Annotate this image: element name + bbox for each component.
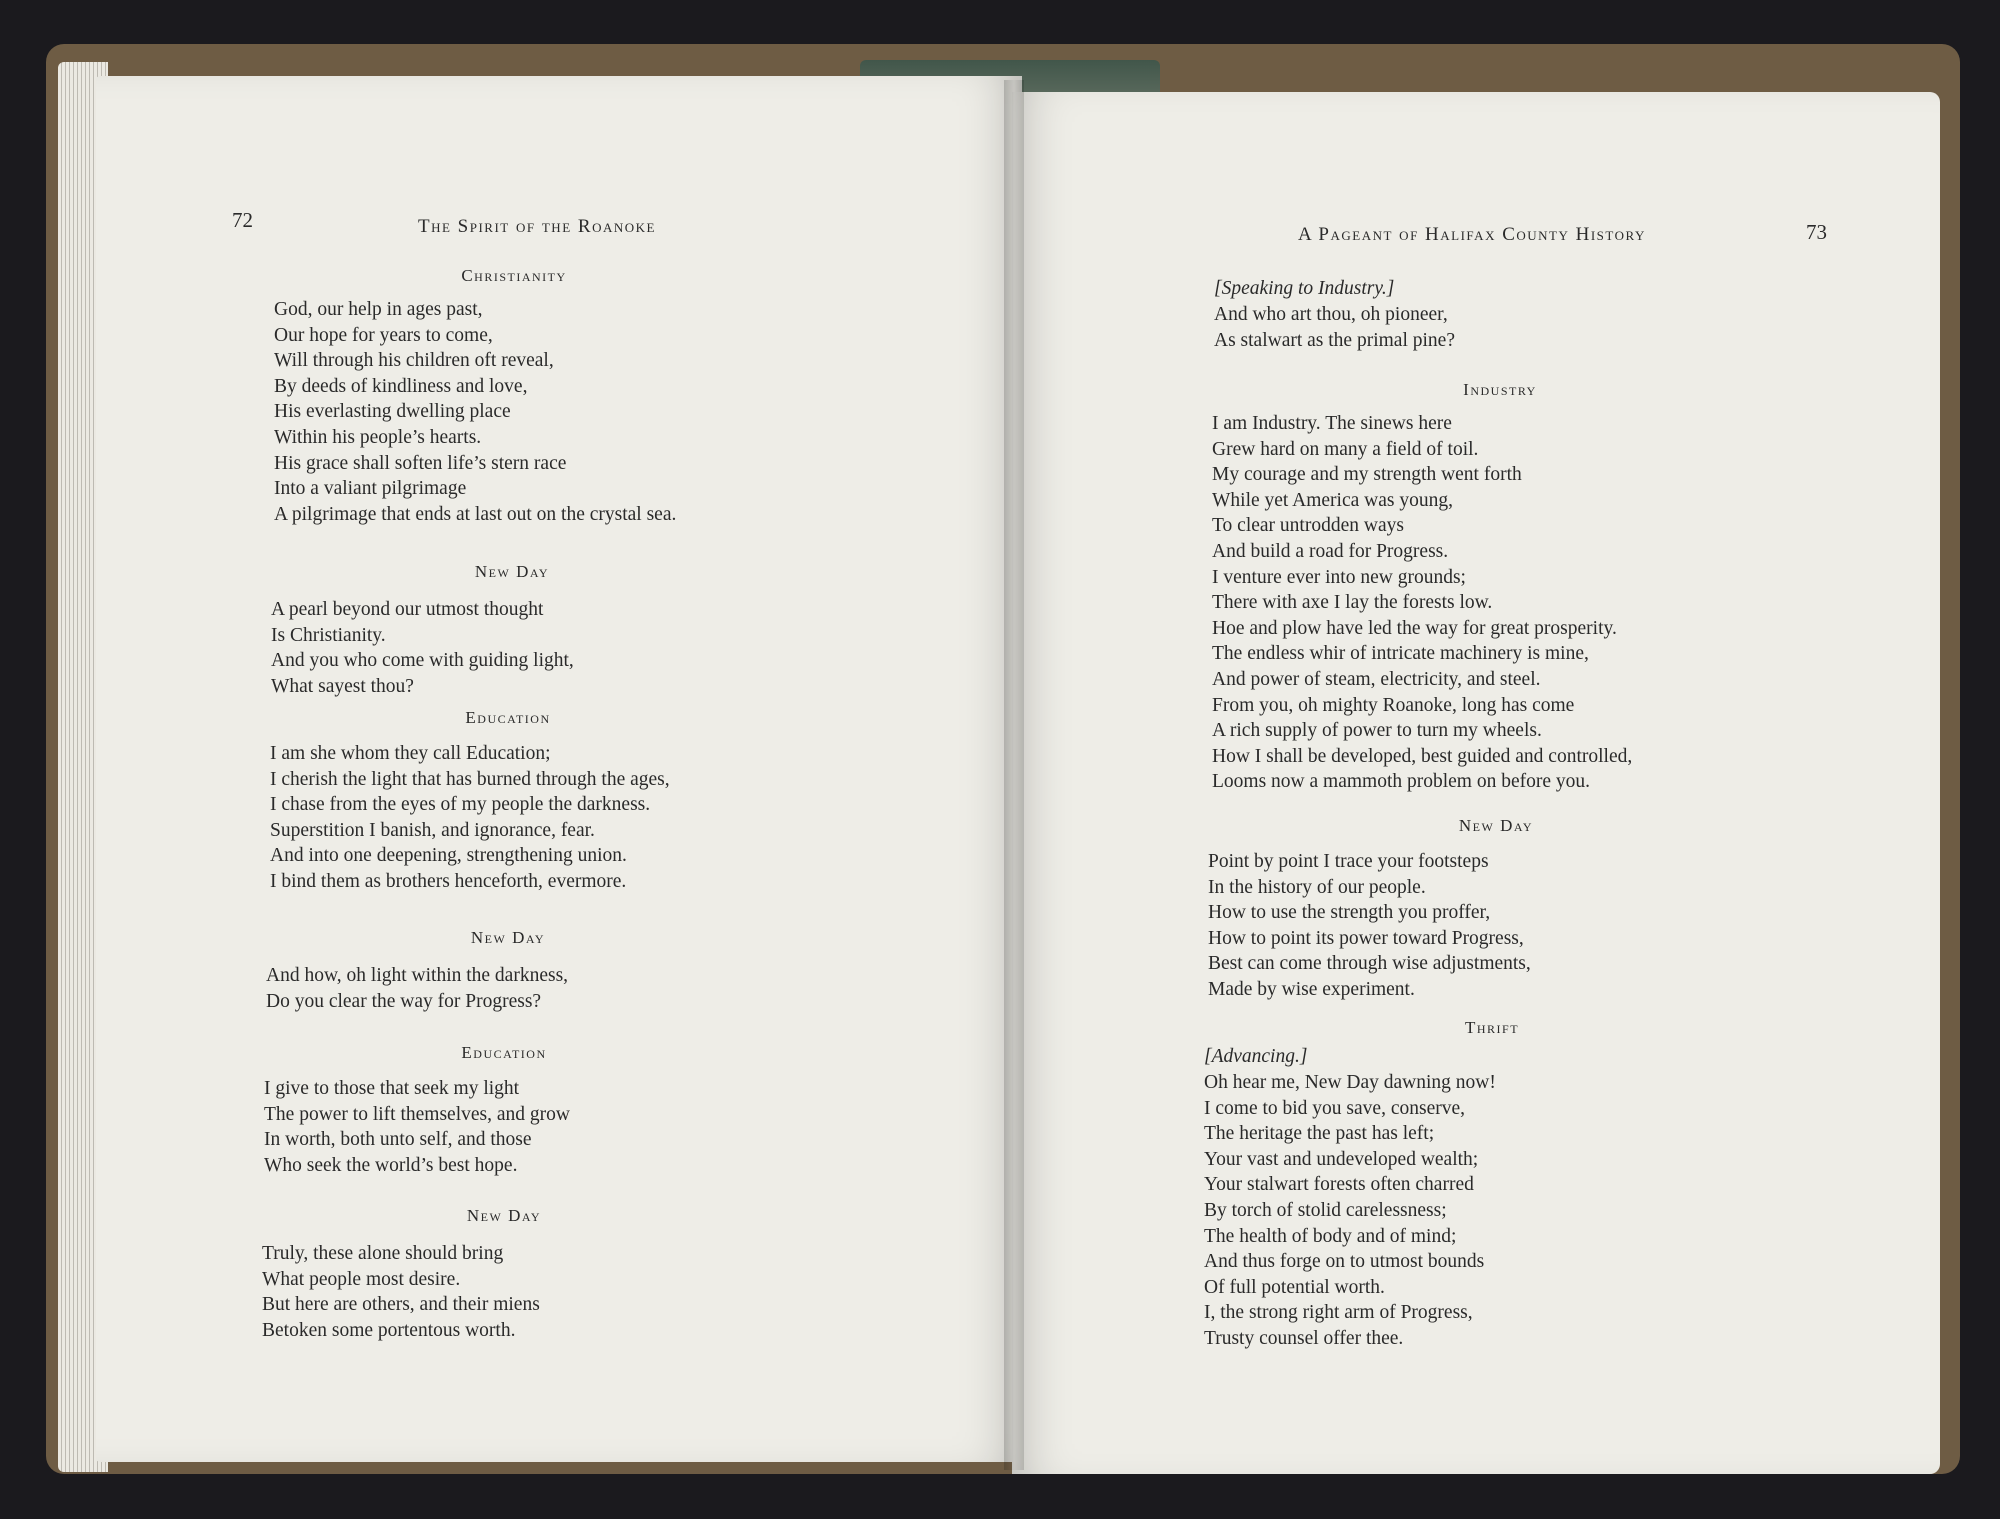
verse-line: Within his people’s hearts.: [274, 426, 482, 448]
verse-line: While yet America was young,: [1212, 489, 1453, 511]
verse-new-day: [271, 597, 574, 699]
verse-line: Your stalwart forests often charred: [1204, 1174, 1474, 1196]
speaker-new-day: New Day: [1458, 816, 1534, 835]
verse-line: How to use the strength you proffer,: [1208, 902, 1491, 924]
verse-line: There with axe I lay the forests low.: [1212, 592, 1493, 614]
running-head: The Spirit of the Roanoke: [418, 216, 656, 237]
speaker-new-day: New Day: [474, 562, 550, 581]
verse-line: In the history of our people.: [1208, 876, 1426, 898]
verse-christianity: [274, 297, 676, 527]
verse-line: Will through his children oft reveal,: [274, 350, 554, 372]
verse-line: The endless whir of intricate machinery is mine,: [1212, 643, 1589, 665]
verse-line: As stalwart as the primal pine?: [1214, 329, 1455, 351]
verse-new-day: [266, 963, 568, 1014]
verse-line: And into one deepening, strengthening union.: [270, 845, 627, 867]
stage-direction: [Advancing.]: [1204, 1046, 1308, 1067]
verse-line: By deeds of kindliness and love,: [274, 375, 528, 397]
verse-line: Into a valiant pilgrimage: [274, 478, 467, 500]
verse-line: I come to bid you save, conserve,: [1204, 1097, 1466, 1119]
verse-line: My courage and my strength went forth: [1212, 464, 1522, 486]
verse-line: God, our help in ages past,: [274, 299, 483, 320]
verse-line: A pearl beyond our utmost thought: [271, 599, 544, 620]
verse-line: By torch of stolid carelessness;: [1204, 1199, 1447, 1221]
verse-line: Our hope for years to come,: [274, 324, 493, 346]
verse-line: Best can come through wise adjustments,: [1208, 953, 1531, 975]
verse-line: Of full potential worth.: [1204, 1276, 1385, 1298]
verse-line: Oh hear me, New Day dawning now!: [1204, 1072, 1496, 1093]
verse-line: Hoe and plow have led the way for great prosperity.: [1212, 617, 1617, 639]
verse-line: Truly, these alone should bring: [262, 1243, 504, 1264]
verse-line: The power to lift themselves, and grow: [264, 1103, 570, 1125]
verse-line: And build a road for Progress.: [1212, 540, 1449, 562]
verse-new-day: [1208, 849, 1531, 1003]
verse-line: I bind them as brothers henceforth, evermore.: [270, 870, 627, 892]
verse-new-day: [262, 1241, 540, 1343]
verse-line: And power of steam, electricity, and steel.: [1212, 668, 1541, 690]
verse-line: Trusty counsel offer thee.: [1204, 1327, 1404, 1349]
verse-line: How I shall be developed, best guided and controlled,: [1212, 745, 1633, 767]
speaker-education: Education: [465, 708, 551, 727]
verse-industry: [1212, 411, 1632, 795]
verse-line: I chase from the eyes of my people the darkness.: [270, 794, 651, 816]
verse-line: And how, oh light within the darkness,: [266, 965, 569, 986]
running-head: A Pageant of Halifax County History: [1298, 224, 1646, 245]
page-number: 73: [1806, 220, 1827, 244]
verse-line: His everlasting dwelling place: [274, 401, 511, 423]
stage-direction: [Speaking to Industry.]: [1214, 278, 1395, 299]
speaker-new-day: New Day: [466, 1206, 542, 1225]
verse-line: Your vast and undeveloped wealth;: [1204, 1148, 1479, 1170]
speaker-industry: Industry: [1463, 380, 1537, 399]
right-page: [1012, 92, 1940, 1474]
verse-education: [264, 1076, 570, 1178]
speaker-thrift: Thrift: [1464, 1018, 1520, 1037]
verse-line: Made by wise experiment.: [1208, 978, 1415, 1000]
verse-line: Looms now a mammoth problem on before you.: [1212, 771, 1591, 793]
verse-line: The heritage the past has left;: [1204, 1123, 1435, 1145]
verse-line: A rich supply of power to turn my wheels.: [1212, 720, 1542, 742]
verse-line: Is Christianity.: [271, 624, 386, 646]
verse-line: How to point its power toward Progress,: [1208, 927, 1524, 949]
verse-new-day: [1214, 302, 1455, 353]
verse-line: The health of body and of mind;: [1204, 1225, 1457, 1247]
verse-line: Do you clear the way for Progress?: [266, 990, 542, 1012]
verse-line: Grew hard on many a field of toil.: [1212, 438, 1479, 460]
verse-line: I am Industry. The sinews here: [1212, 413, 1452, 434]
verse-thrift: [1204, 1070, 1496, 1352]
verse-line: But here are others, and their miens: [262, 1294, 540, 1316]
left-page: [96, 76, 1022, 1462]
verse-line: I am she whom they call Education;: [270, 743, 551, 764]
verse-line: I give to those that seek my light: [264, 1078, 520, 1099]
verse-line: From you, oh mighty Roanoke, long has come: [1212, 694, 1575, 716]
verse-line: What people most desire.: [262, 1268, 461, 1290]
verse-line: What sayest thou?: [271, 675, 414, 697]
verse-line: I cherish the light that has burned through the ages,: [270, 768, 670, 790]
speaker-education: Education: [461, 1043, 547, 1062]
verse-line: Betoken some portentous worth.: [262, 1319, 516, 1341]
verse-line: Who seek the world’s best hope.: [264, 1154, 518, 1176]
verse-line: A pilgrimage that ends at last out on the crystal sea.: [274, 503, 677, 525]
verse-line: Superstition I banish, and ignorance, fear.: [270, 819, 595, 841]
verse-line: To clear untrodden ways: [1212, 515, 1404, 537]
verse-line: His grace shall soften life’s stern race: [274, 452, 567, 474]
speaker-christianity: Christianity: [461, 266, 567, 285]
verse-line: I, the strong right arm of Progress,: [1204, 1302, 1473, 1324]
page-number: 72: [232, 208, 253, 232]
verse-line: I venture ever into new grounds;: [1212, 566, 1466, 588]
verse-line: And thus forge on to utmost bounds: [1204, 1251, 1485, 1273]
verse-line: Point by point I trace your footsteps: [1208, 851, 1489, 872]
verse-line: And who art thou, oh pioneer,: [1214, 304, 1448, 325]
verse-education: [270, 741, 670, 895]
verse-line: And you who come with guiding light,: [271, 650, 574, 672]
speaker-new-day: New Day: [470, 928, 546, 947]
verse-line: In worth, both unto self, and those: [264, 1129, 532, 1151]
book-gutter: [1004, 80, 1024, 1470]
